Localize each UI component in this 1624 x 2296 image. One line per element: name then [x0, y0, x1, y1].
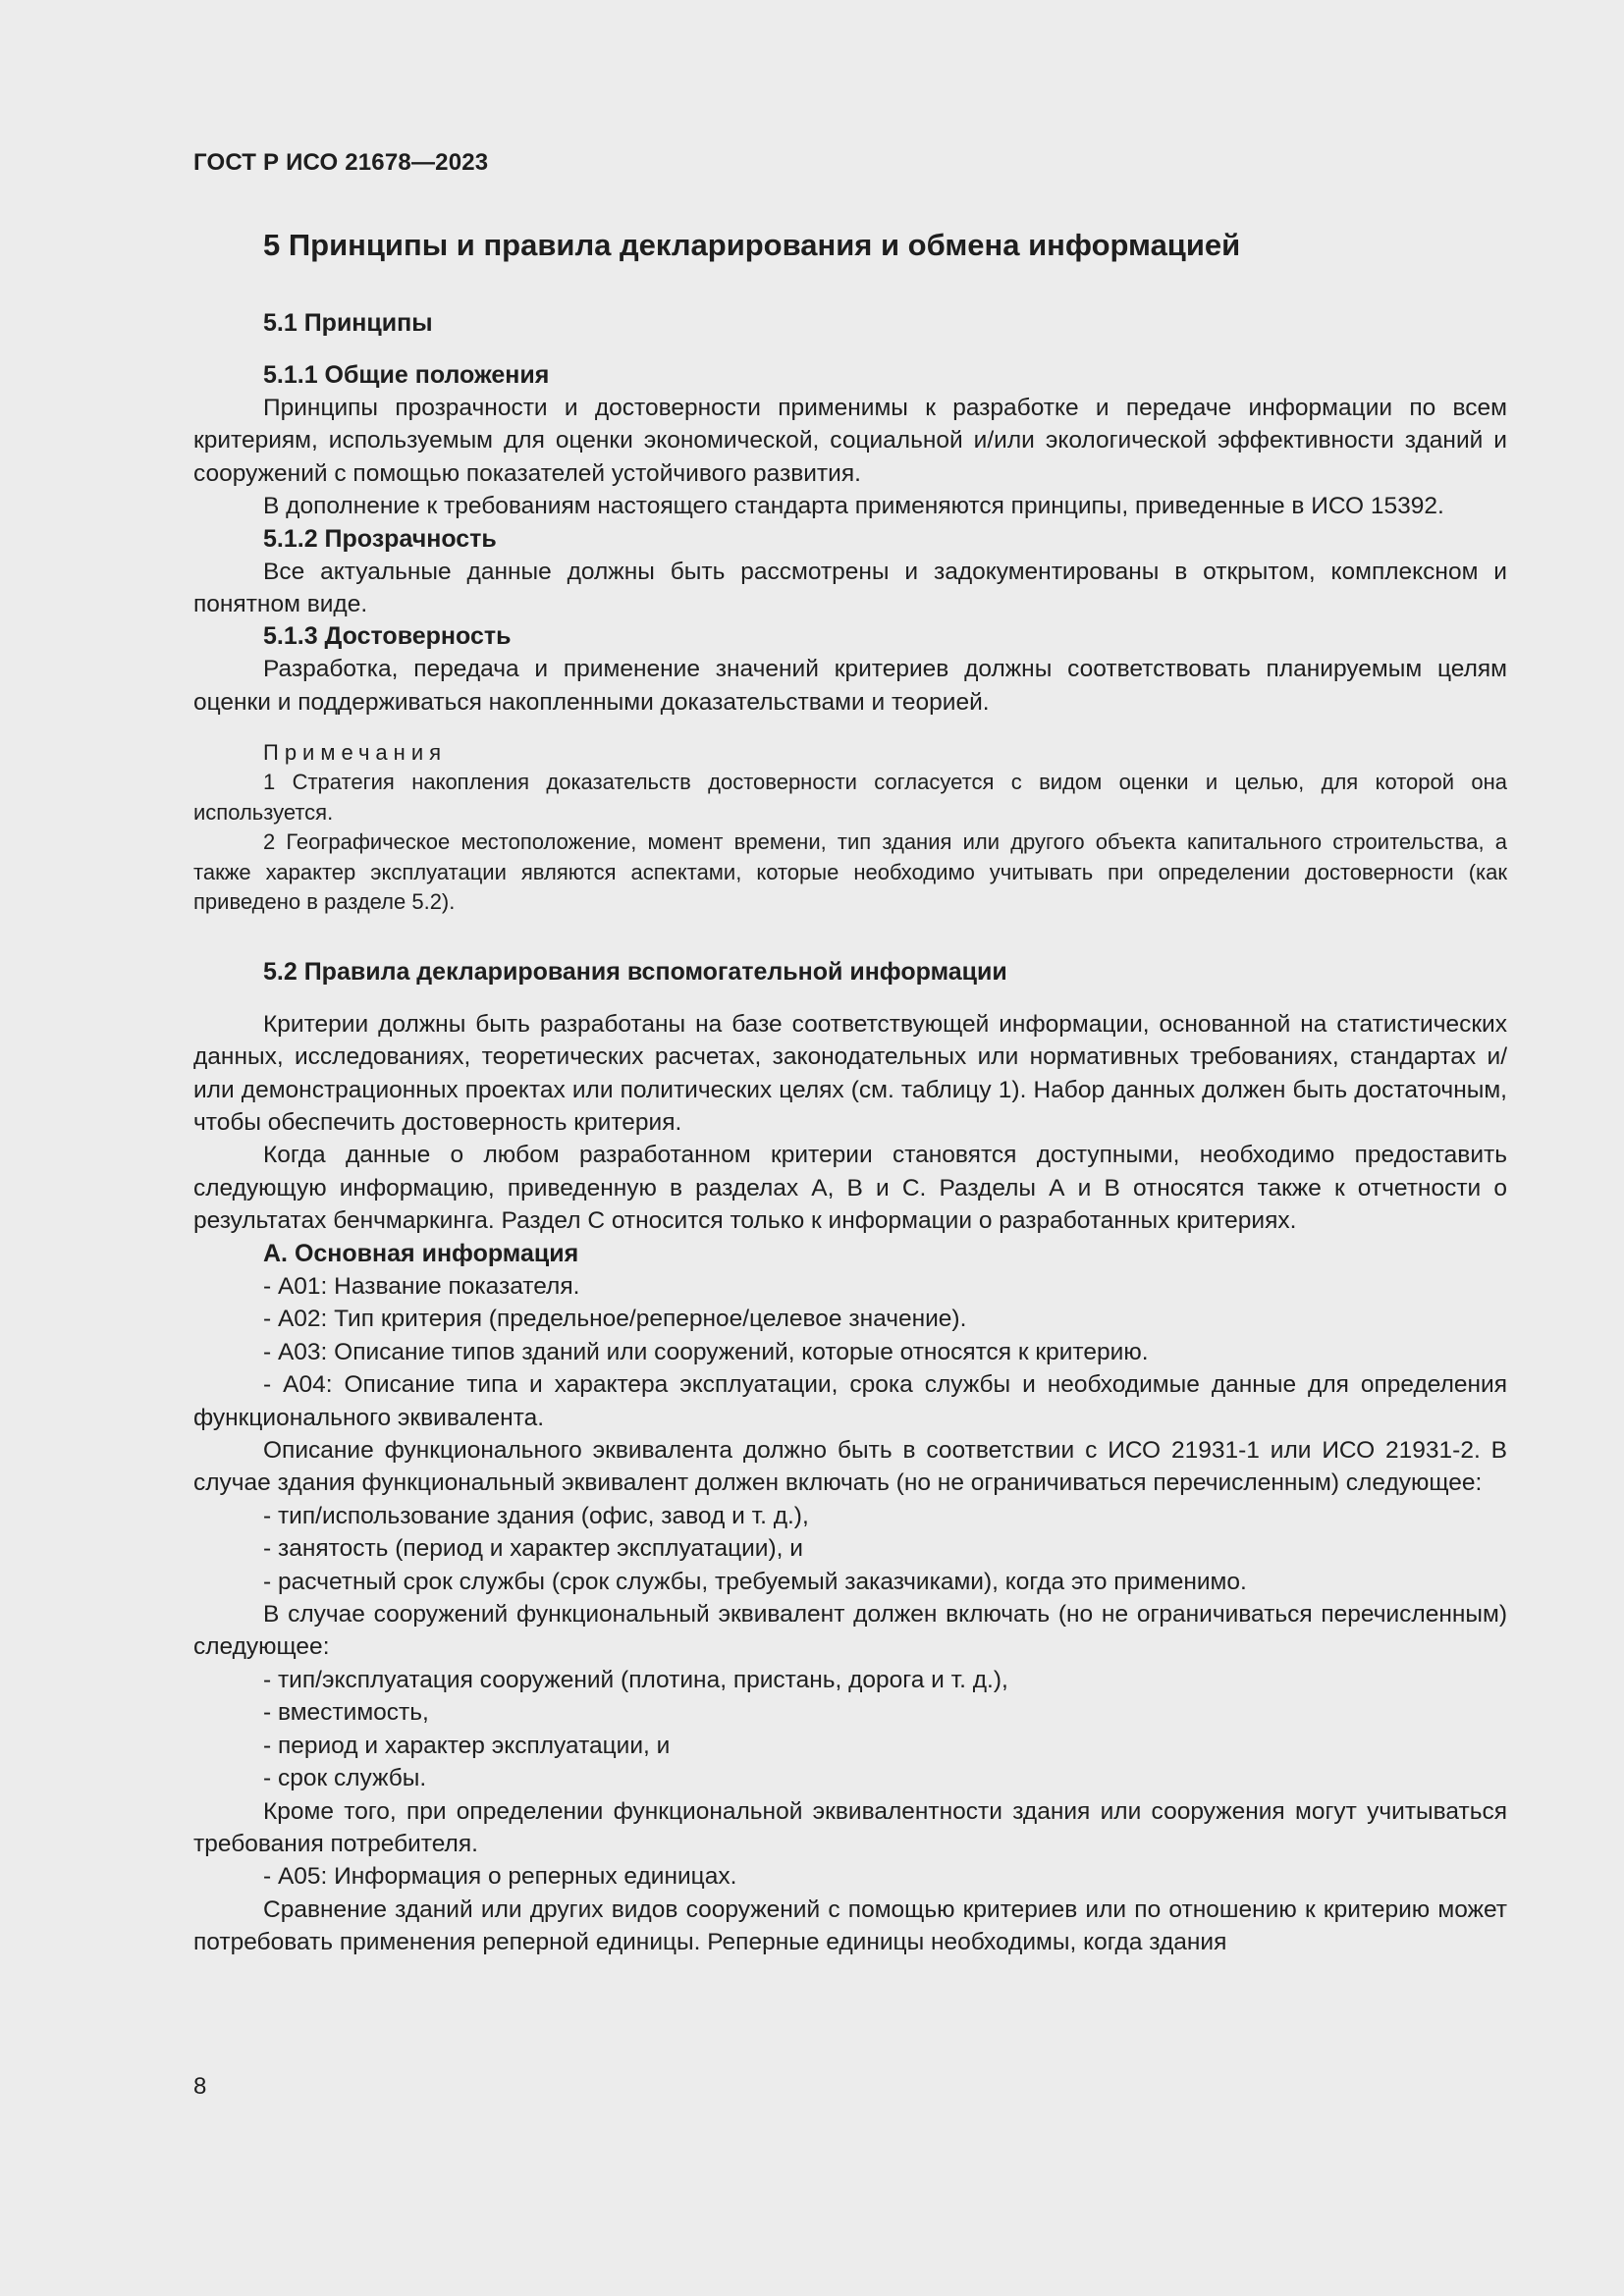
page-content	[193, 226, 1507, 1959]
section-5-1-3-title: 5.1.3 Достоверность	[263, 622, 512, 651]
list-item: - А04: Описание типа и характера эксплуатации, срока службы и необходимые данные для определения функционального эквивалента.	[193, 1371, 1507, 1431]
list-item: - А02: Тип критерия (предельное/реперное/целевое значение).	[263, 1306, 967, 1333]
paragraph: Описание функционального эквивалента должно быть в соответствии с ИСО 21931-1 или ИСО 21931-2. В случае здания функциональный эквивалент должен включать (но не ограничиваться перечисленным) следующее:	[193, 1437, 1507, 1497]
section-5-1-2-title: 5.1.2 Прозрачность	[263, 524, 497, 553]
paragraph: Когда данные о любом разработанном критерии становятся доступными, необходимо предоставить следующую информацию, приведенную в разделах А, В и С. Разделы А и В относятся также к отчетности о результатах бенчмаркинга. Раздел С относится только к информации о разработанных критериях.	[193, 1142, 1507, 1235]
notes-title: Примечания	[263, 740, 448, 766]
note-1: 1 Стратегия накопления доказательств достоверности согласуется с видом оценки и целью, для которой она используется.	[193, 770, 1507, 825]
list-item: - вместимость,	[263, 1699, 429, 1727]
paragraph: Кроме того, при определении функциональной эквивалентности здания или сооружения могут учитываться требования потребителя.	[193, 1797, 1507, 1857]
section-5-2-title: 5.2 Правила декларирования вспомогательной информации	[263, 957, 1007, 986]
paragraph: Сравнение зданий или других видов сооружений с помощью критериев или по отношению к критерию может потребовать применения реперной единицы. Реперные единицы необходимы, когда здания	[193, 1896, 1507, 1956]
section-5-1-title: 5.1 Принципы	[263, 309, 433, 337]
paragraph: Разработка, передача и применение значений критериев должны соответствовать планируемым целям оценки и поддерживаться накопленными доказательствами и теорией.	[193, 656, 1507, 716]
list-item: - тип/использование здания (офис, завод и т. д.),	[263, 1502, 809, 1529]
subsection-a-title: А. Основная информация	[263, 1239, 579, 1267]
list-item: - А01: Название показателя.	[263, 1273, 580, 1300]
list-item: - занятость (период и характер эксплуатации), и	[263, 1535, 803, 1563]
document-header: ГОСТ Р ИСО 21678—2023	[193, 149, 489, 176]
notes-block	[193, 738, 1507, 918]
list-item: - период и характер эксплуатации, и	[263, 1732, 671, 1759]
paragraph: Критерии должны быть разработаны на базе соответствующей информации, основанной на статистических данных, исследованиях, теоретических расчетах, законодательных или нормативных требованиях, стандартах и/или демонстрационных проектах или политических целях (см. таблицу 1). Набор данных должен быть достаточным, чтобы обеспечить достоверность критерия.	[193, 1010, 1507, 1136]
paragraph: В дополнение к требованиям настоящего стандарта применяются принципы, приведенные в ИСО 15392.	[263, 493, 1444, 520]
list-item: - срок службы.	[263, 1765, 427, 1792]
paragraph: Принципы прозрачности и достоверности применимы к разработке и передаче информации по всем критериям, используемым для оценки экономической, социальной и/или экологической эффективности зданий и сооружений с помощью показателей устойчивого развития.	[193, 395, 1507, 487]
page-number: 8	[193, 2073, 207, 2100]
list-item: - расчетный срок службы (срок службы, требуемый заказчиками), когда это применимо.	[263, 1568, 1247, 1595]
section-5-1-1-title: 5.1.1 Общие положения	[263, 361, 550, 389]
list-item: - А05: Информация о реперных единицах.	[263, 1863, 737, 1891]
list-item: - А03: Описание типов зданий или сооружений, которые относятся к критерию.	[263, 1338, 1149, 1365]
list-item: - тип/эксплуатация сооружений (плотина, пристань, дорога и т. д.),	[263, 1666, 1008, 1693]
paragraph: Все актуальные данные должны быть рассмотрены и задокументированы в открытом, комплексном и понятном виде.	[193, 558, 1507, 618]
paragraph: В случае сооружений функциональный эквивалент должен включать (но не ограничиваться перечисленным) следующее:	[193, 1601, 1507, 1661]
section-5-title: 5 Принципы и правила декларирования и обмена информацией	[263, 228, 1241, 262]
note-2: 2 Географическое местоположение, момент времени, тип здания или другого объекта капитального строительства, а также характер эксплуатации являются аспектами, которые необходимо учитывать при определении достоверности (как приведено в разделе 5.2).	[193, 829, 1507, 915]
